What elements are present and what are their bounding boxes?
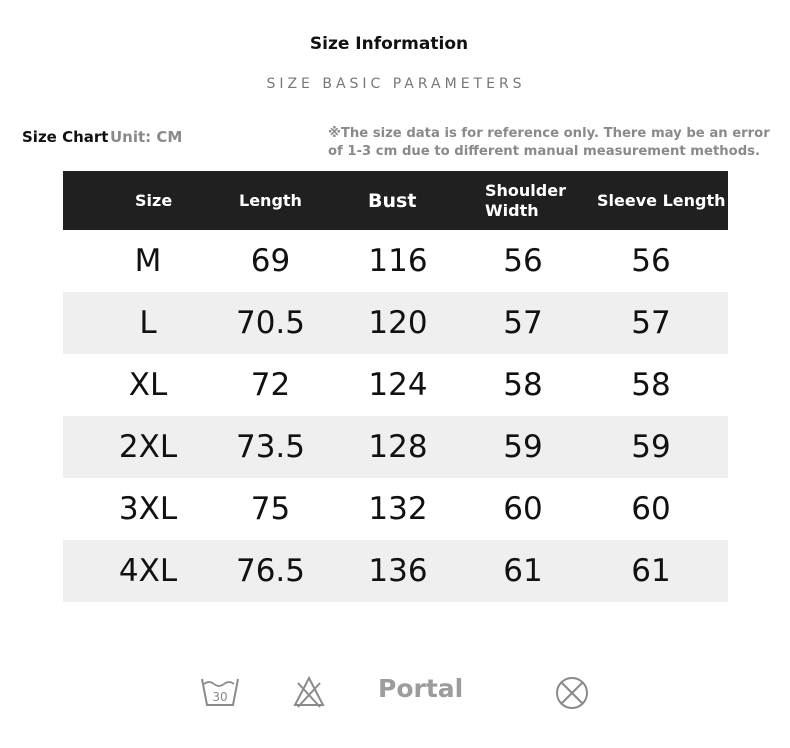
cell-bust: 128 [368, 429, 428, 465]
brand-logo-text: Portal [378, 674, 464, 703]
cell-length: 73.5 [235, 429, 306, 465]
cell-sleeve-length: 57 [631, 305, 671, 341]
cell-shoulder-width: 60 [503, 491, 543, 527]
page-subtitle: SIZE BASIC PARAMETERS [266, 76, 526, 92]
header-size: Size [135, 190, 173, 210]
cell-sleeve-length: 58 [631, 367, 671, 403]
cell-bust: 120 [368, 305, 428, 341]
wash-temp-label: 30 [212, 690, 228, 704]
cell-bust: 136 [368, 553, 428, 589]
table-header [63, 171, 728, 230]
cell-shoulder-width: 57 [503, 305, 543, 341]
cell-sleeve-length: 56 [631, 243, 671, 279]
table-body [63, 230, 728, 602]
cell-size: 3XL [118, 491, 178, 527]
page-title: Size Information [309, 34, 469, 54]
measurement-note: ※The size data is for reference only. There may be an error of 1-3 cm due to different manual measurement methods. [328, 126, 770, 159]
cell-length: 70.5 [235, 305, 306, 341]
cell-size: L [139, 305, 157, 341]
cell-shoulder-width: 56 [503, 243, 543, 279]
header-sleeve-length: Sleeve Length [597, 190, 726, 210]
header-length: Length [239, 190, 302, 210]
table-row [63, 230, 728, 292]
table-row [63, 478, 728, 540]
cell-size: 4XL [118, 553, 178, 589]
cell-bust: 116 [368, 243, 428, 279]
cell-bust: 124 [368, 367, 428, 403]
table-row [63, 292, 728, 354]
header-shoulder-width: Shoulder Width [485, 180, 566, 220]
header-bust: Bust [368, 189, 417, 212]
table-row [63, 540, 728, 602]
cell-sleeve-length: 59 [631, 429, 671, 465]
cell-shoulder-width: 59 [503, 429, 543, 465]
cell-size: M [134, 243, 162, 279]
unit-label: Unit: CM [110, 128, 183, 146]
wash-30-icon [200, 675, 240, 713]
table-row [63, 354, 728, 416]
size-chart-label: Size Chart [22, 128, 109, 146]
size-table [63, 171, 728, 602]
cell-size: 2XL [118, 429, 178, 465]
no-bleach-icon [292, 675, 326, 713]
cell-length: 69 [250, 243, 291, 279]
cell-shoulder-width: 58 [503, 367, 543, 403]
cell-length: 72 [250, 367, 291, 403]
cell-sleeve-length: 61 [631, 553, 671, 589]
cell-sleeve-length: 60 [631, 491, 671, 527]
cell-length: 76.5 [235, 553, 306, 589]
cell-length: 75 [250, 491, 291, 527]
cell-bust: 132 [368, 491, 428, 527]
cell-shoulder-width: 61 [503, 553, 543, 589]
no-tumble-dry-icon [554, 675, 590, 715]
cell-size: XL [128, 367, 168, 403]
table-row [63, 416, 728, 478]
